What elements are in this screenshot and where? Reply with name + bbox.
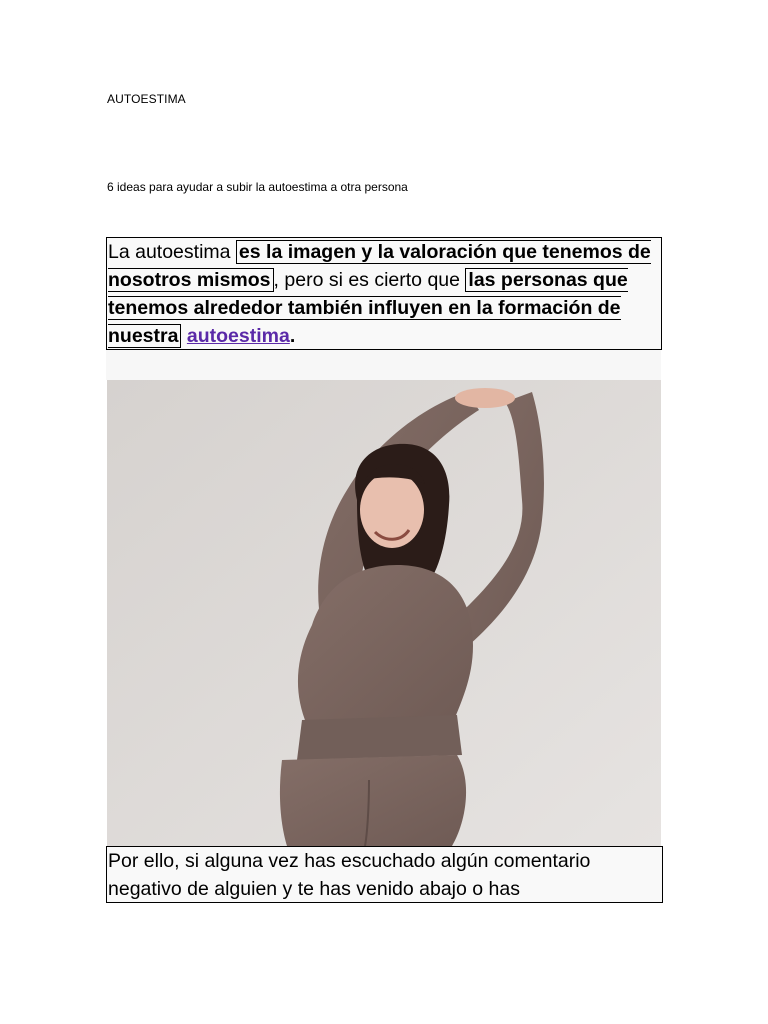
photo-illustration [107,380,661,846]
second-paragraph: Por ello, si alguna vez has escuchado algún comentario negativo de alguien y te has venido abajo o has [106,846,663,903]
autoestima-link[interactable]: autoestima [186,325,290,347]
intro-highlight-2: las personas que tenemos alrededor también influyen en la formación de nuestra [108,269,628,347]
document-heading: AUTOESTIMA [107,92,186,106]
woman-stretching-photo [107,380,661,846]
intro-text-part4: . [289,325,296,347]
document-subtitle: 6 ideas para ayudar a subir la autoestima a otra persona [107,180,408,194]
intro-highlight-1: es la imagen y la valoración que tenemos de nosotros mismos [108,241,651,291]
intro-paragraph [106,237,662,350]
intro-text-part2: , pero si es cierto que [273,269,466,291]
photo-top-band [106,350,661,380]
intro-text-part1: La autoestima [108,241,236,263]
